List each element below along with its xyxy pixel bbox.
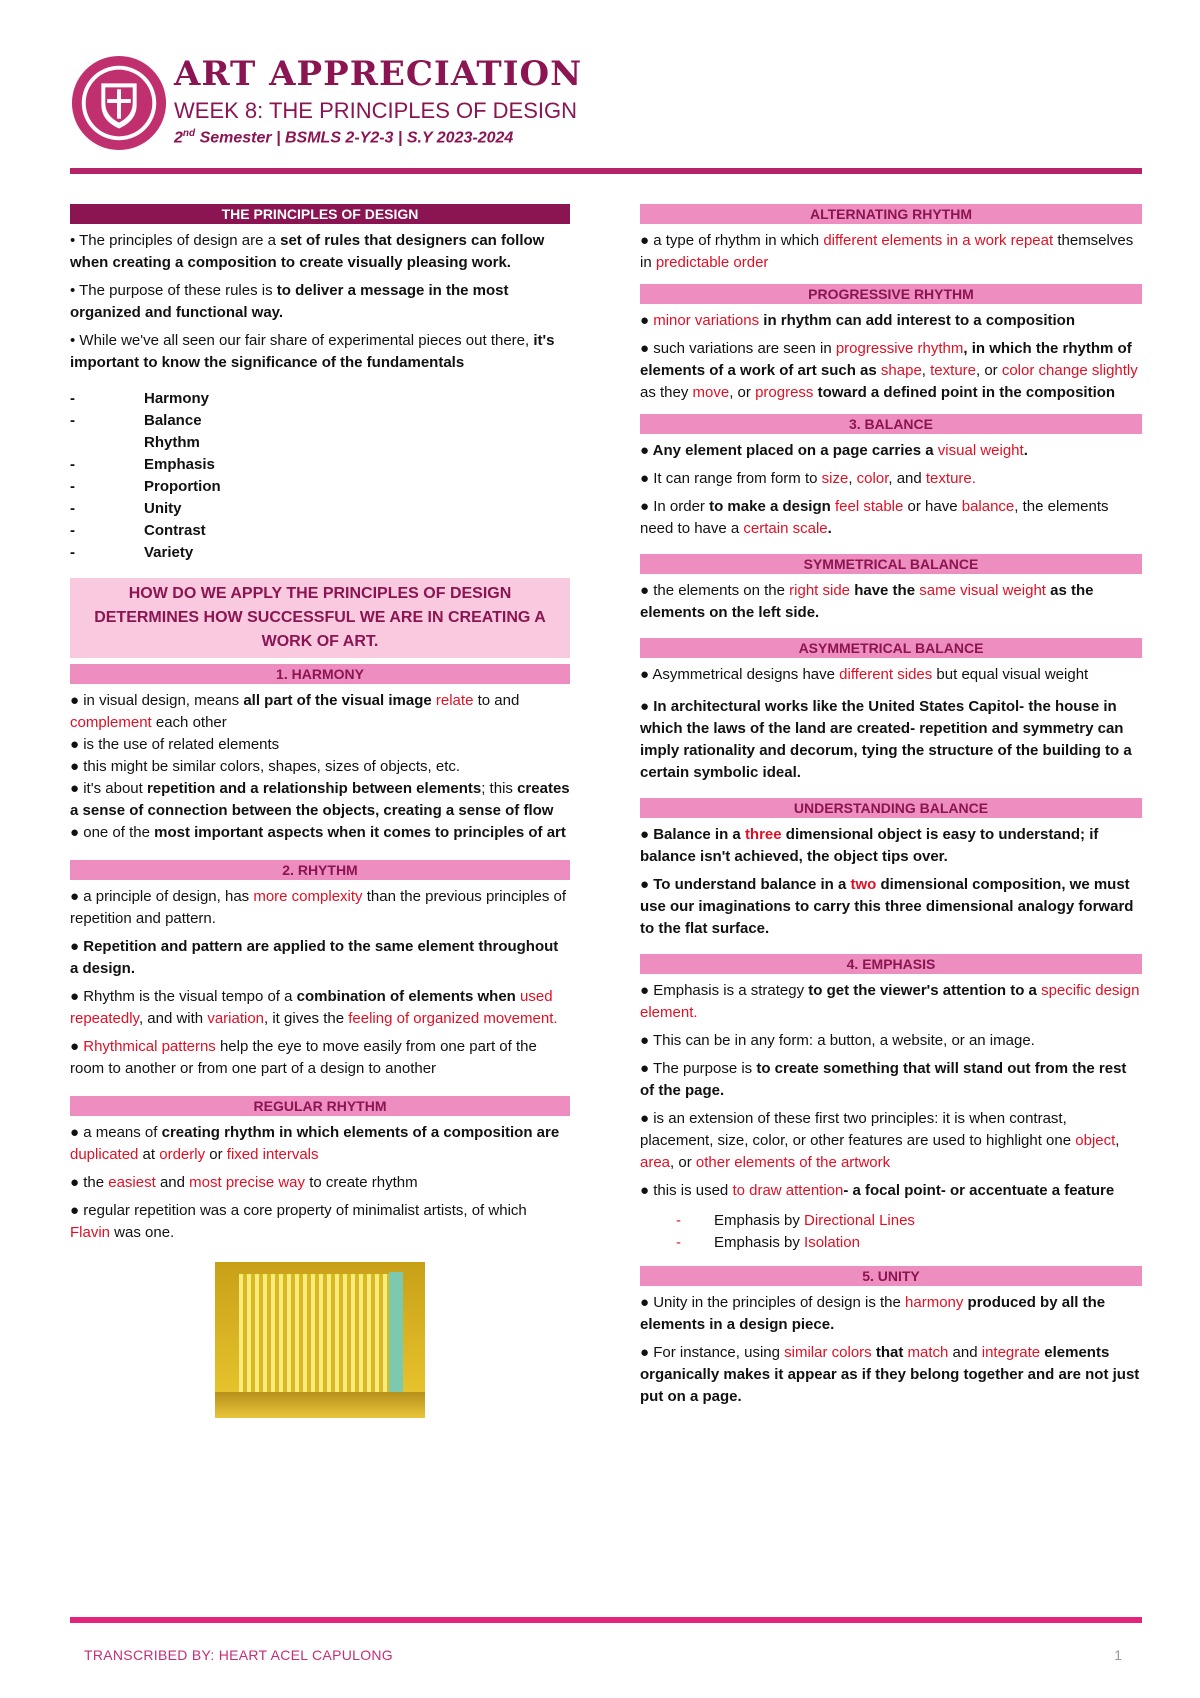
- paragraph: ● this is used to draw attention- a focal point- or accentuate a feature: [640, 1182, 1115, 1199]
- paragraph: ● To understand balance in a two dimensional composition, we must use our imaginations to carry this three dimensional analogy forward to the flat surface.: [640, 876, 1134, 937]
- list-item: - Unity: [70, 500, 182, 517]
- paragraph: ● a means of creating rhythm in which elements of a composition are duplicated at orderly or fixed intervals: [70, 1124, 560, 1163]
- list-item: - Variety: [70, 544, 194, 561]
- section-heading: REGULAR RHYTHM: [70, 1096, 570, 1116]
- list-item: - Emphasis by Directional Lines: [676, 1212, 915, 1229]
- footer-credit: TRANSCRIBED BY: HEART ACEL CAPULONG: [84, 1647, 393, 1663]
- paragraph: • The purpose of these rules is to deliver a message in the most organized and functional way.: [70, 282, 509, 321]
- course-meta: 2nd Semester | BSMLS 2-Y2-3 | S.Y 2023-2024: [174, 128, 514, 147]
- principles-list: [70, 388, 570, 564]
- section-heading: SYMMETRICAL BALANCE: [640, 554, 1142, 574]
- document-header: [70, 52, 1140, 162]
- light-glow: [389, 1272, 403, 1396]
- paragraph: ● In order to make a design feel stable or have balance, the elements need to have a certain scale.: [640, 498, 1109, 537]
- paragraph: ● Rhythm is the visual tempo of a combination of elements when used repeatedly, and with variation, it gives the feeling of organized movement.: [70, 988, 558, 1027]
- paragraph: • While we've all seen our fair share of experimental pieces out there, it's important to know the significance of the fundamentals: [70, 332, 555, 371]
- left-column: [70, 204, 570, 1418]
- minimalist-artwork-image: [215, 1262, 425, 1418]
- paragraph: ● such variations are seen in progressive rhythm, in which the rhythm of elements of a work of art such as shape, texture, or color change slightly as they move, or progress toward a defined point in the composition: [640, 340, 1138, 401]
- paragraph: ● regular repetition was a core property of minimalist artists, of which Flavin was one.: [70, 1202, 527, 1241]
- page-subtitle: WEEK 8: THE PRINCIPLES OF DESIGN: [174, 98, 578, 123]
- university-seal-icon: [70, 54, 168, 152]
- list-item: - Harmony: [70, 390, 210, 407]
- list-item: - Balance: [70, 412, 202, 429]
- section-heading: ALTERNATING RHYTHM: [640, 204, 1142, 224]
- paragraph: ● a principle of design, has more complexity than the previous principles of repetition and pattern.: [70, 888, 566, 927]
- section-heading: PROGRESSIVE RHYTHM: [640, 284, 1142, 304]
- floor-reflection: [215, 1392, 425, 1418]
- paragraph: ● This can be in any form: a button, a website, or an image.: [640, 1032, 1035, 1049]
- section-heading: THE PRINCIPLES OF DESIGN: [70, 204, 570, 224]
- paragraph: ● Repetition and pattern are applied to the same element throughout a design.: [70, 938, 559, 977]
- section-heading: 1. HARMONY: [70, 664, 570, 684]
- callout-box: HOW DO WE APPLY THE PRINCIPLES OF DESIGN DETERMINES HOW SUCCESSFUL WE ARE IN CREATING A WORK OF ART.: [70, 578, 570, 658]
- right-column: [640, 204, 1142, 1414]
- paragraph: ● in visual design, means all part of the visual image relate to and complement each other: [70, 692, 520, 731]
- paragraph: ● this might be similar colors, shapes, sizes of objects, etc.: [70, 758, 461, 775]
- paragraph: ● It can range from form to size, color, and texture.: [640, 470, 976, 487]
- header-divider: [70, 168, 1142, 174]
- list-item: - Emphasis: [70, 456, 215, 473]
- page-title: ART APPRECIATION: [174, 54, 583, 94]
- section-heading: 2. RHYTHM: [70, 860, 570, 880]
- paragraph: ● is an extension of these first two principles: it is when contrast, placement, size, color, or other features are used to highlight one object, area, or other elements of the artwork: [640, 1110, 1120, 1171]
- section-heading: UNDERSTANDING BALANCE: [640, 798, 1142, 818]
- footer-divider: [70, 1617, 1142, 1623]
- list-item: - Proportion: [70, 478, 221, 495]
- paragraph: ● Any element placed on a page carries a visual weight.: [640, 442, 1028, 459]
- paragraph: ● Asymmetrical designs have different sides but equal visual weight: [640, 666, 1089, 683]
- list-item: Rhythm: [144, 434, 200, 451]
- page-number: 1: [1114, 1647, 1122, 1663]
- paragraph: ● The purpose is to create something that will stand out from the rest of the page.: [640, 1060, 1127, 1099]
- paragraph: ● it's about repetition and a relationship between elements; this creates a sense of connection between the objects, creating a sense of flow: [70, 780, 570, 819]
- paragraph: ● For instance, using similar colors that match and integrate elements organically makes it appear as if they belong together and are not just put on a page.: [640, 1344, 1140, 1405]
- paragraph: ● In architectural works like the United States Capitol- the house in which the laws of the land are created- repetition and symmetry can imply rationality and decorum, tying the structure of the building to a certain symbolic ideal.: [640, 698, 1132, 781]
- paragraph: ● the elements on the right side have the same visual weight as the elements on the left side.: [640, 582, 1094, 621]
- paragraph: ● minor variations in rhythm can add interest to a composition: [640, 312, 1075, 329]
- list-item: - Emphasis by Isolation: [676, 1234, 860, 1251]
- paragraph: ● Balance in a three dimensional object is easy to understand; if balance isn't achieved, the object tips over.: [640, 826, 1099, 865]
- paragraph: ● is the use of related elements: [70, 736, 280, 753]
- section-heading: 3. BALANCE: [640, 414, 1142, 434]
- paragraph: • The principles of design are a set of rules that designers can follow when creating a composition to create visually pleasing work.: [70, 232, 545, 271]
- list-item: - Contrast: [70, 522, 206, 539]
- section-heading: 4. EMPHASIS: [640, 954, 1142, 974]
- paragraph: ● a type of rhythm in which different elements in a work repeat themselves in predictable order: [640, 232, 1134, 271]
- paragraph: ● Unity in the principles of design is the harmony produced by all the elements in a design piece.: [640, 1294, 1106, 1333]
- paragraph: ● one of the most important aspects when it comes to principles of art: [70, 824, 566, 841]
- section-heading: ASYMMETRICAL BALANCE: [640, 638, 1142, 658]
- section-heading: 5. UNITY: [640, 1266, 1142, 1286]
- paragraph: ● Rhythmical patterns help the eye to move easily from one part of the room to another or from one part of a design to another: [70, 1038, 537, 1077]
- light-tubes: [239, 1274, 399, 1392]
- paragraph: ● the easiest and most precise way to create rhythm: [70, 1174, 418, 1191]
- emphasis-list: [640, 1210, 1142, 1254]
- paragraph: ● Emphasis is a strategy to get the viewer's attention to a specific design element.: [640, 982, 1140, 1021]
